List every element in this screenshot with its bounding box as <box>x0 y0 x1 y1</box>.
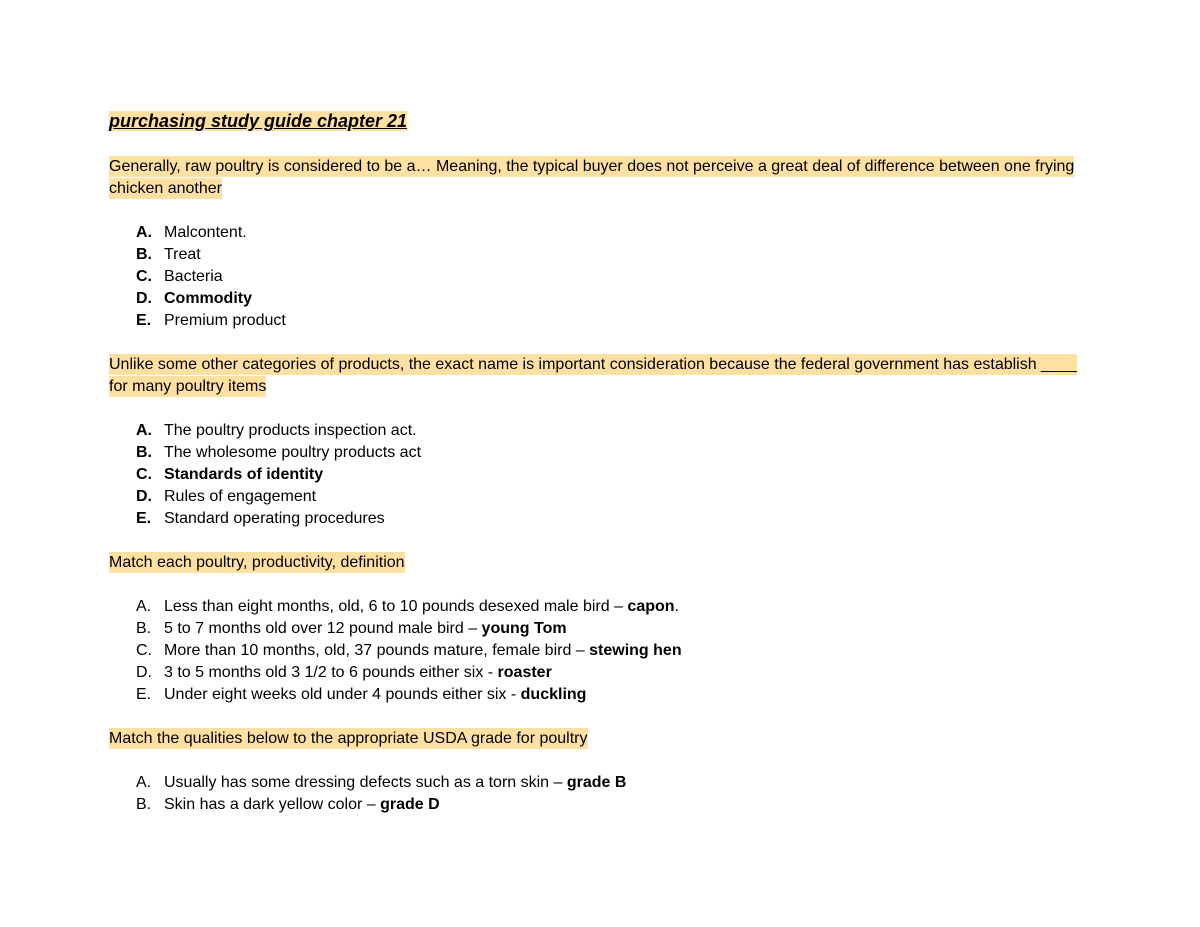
question-2-text: Unlike some other categories of products, the exact name is important consideration because the federal government has establish ____ for many poultry items <box>109 356 1077 395</box>
match-description: 5 to 7 months old over 12 pound male bird – <box>164 620 478 637</box>
option-text-answer: Standards of identity <box>164 466 324 483</box>
option-letter: A. <box>136 224 152 241</box>
option-item <box>136 486 1089 508</box>
option-letter: E. <box>136 510 152 527</box>
option-item <box>136 310 1089 332</box>
option-letter: C. <box>136 268 152 285</box>
match-description: 3 to 5 months old 3 1/2 to 6 pounds either six - <box>164 664 494 681</box>
match-letter: E. <box>136 686 152 703</box>
match-letter: A. <box>136 598 152 615</box>
option-item <box>136 508 1089 530</box>
match-answer: stewing hen <box>589 642 682 659</box>
match-text <box>164 772 626 794</box>
option-item <box>136 222 1089 244</box>
match-letter: C. <box>136 642 152 659</box>
match-description: Under eight weeks old under 4 pounds either six - <box>164 686 517 703</box>
match-answer: grade B <box>566 774 627 791</box>
question-1-text: Generally, raw poultry is considered to be a… Meaning, the typical buyer does not perceive a great deal of difference between one frying chicken another <box>109 158 1075 197</box>
option-item <box>136 442 1089 464</box>
option-text: Bacteria <box>164 268 223 285</box>
option-item-answer <box>136 288 1089 310</box>
match-item <box>136 596 1089 618</box>
match-letter: A. <box>136 774 152 791</box>
match-description: Less than eight months, old, 6 to 10 pounds desexed male bird – <box>164 598 623 615</box>
page-title: purchasing study guide chapter 21 <box>109 111 408 131</box>
option-item <box>136 420 1089 442</box>
option-text: Malcontent. <box>164 224 247 241</box>
question-4-text: Match the qualities below to the appropriate USDA grade for poultry <box>109 730 588 747</box>
question-1-options <box>109 222 1089 332</box>
option-letter: D. <box>136 290 152 307</box>
document-content <box>109 110 1089 838</box>
question-4-items <box>109 772 1089 816</box>
option-letter: A. <box>136 422 152 439</box>
option-item <box>136 244 1089 266</box>
option-letter: D. <box>136 488 152 505</box>
match-item <box>136 662 1089 684</box>
match-letter: B. <box>136 796 152 813</box>
option-letter: B. <box>136 246 152 263</box>
question-2-options <box>109 420 1089 530</box>
match-text <box>164 794 440 816</box>
match-answer: roaster <box>497 664 552 681</box>
match-item <box>136 640 1089 662</box>
option-letter: E. <box>136 312 152 329</box>
question-3 <box>109 552 1089 574</box>
option-text: The poultry products inspection act. <box>164 422 417 439</box>
match-item <box>136 618 1089 640</box>
option-letter: B. <box>136 444 152 461</box>
option-text: Standard operating procedures <box>164 510 385 527</box>
match-text <box>164 640 682 662</box>
question-4 <box>109 728 1089 750</box>
match-letter: D. <box>136 664 152 681</box>
title-row <box>109 110 1089 132</box>
match-item <box>136 684 1089 706</box>
match-description: Skin has a dark yellow color – <box>164 796 376 813</box>
match-item <box>136 772 1089 794</box>
match-answer: young Tom <box>481 620 567 637</box>
match-text <box>164 618 567 640</box>
option-text: The wholesome poultry products act <box>164 444 422 461</box>
match-item <box>136 794 1089 816</box>
option-text: Premium product <box>164 312 286 329</box>
match-text <box>164 662 552 684</box>
question-3-text: Match each poultry, productivity, definition <box>109 554 405 571</box>
match-text <box>164 596 679 618</box>
match-answer: grade D <box>380 796 440 813</box>
match-answer: duckling <box>520 686 587 703</box>
question-2 <box>109 354 1089 398</box>
option-letter: C. <box>136 466 152 483</box>
option-text: Rules of engagement <box>164 488 317 505</box>
option-text-answer: Commodity <box>164 290 252 307</box>
option-item <box>136 266 1089 288</box>
option-item-answer <box>136 464 1089 486</box>
match-answer: capon <box>627 598 675 615</box>
match-suffix: . <box>674 598 679 615</box>
option-text: Treat <box>164 246 201 263</box>
match-letter: B. <box>136 620 152 637</box>
question-3-items <box>109 596 1089 706</box>
match-description: Usually has some dressing defects such as a torn skin – <box>164 774 563 791</box>
match-text <box>164 684 586 706</box>
question-1 <box>109 156 1089 200</box>
match-description: More than 10 months, old, 37 pounds mature, female bird – <box>164 642 585 659</box>
